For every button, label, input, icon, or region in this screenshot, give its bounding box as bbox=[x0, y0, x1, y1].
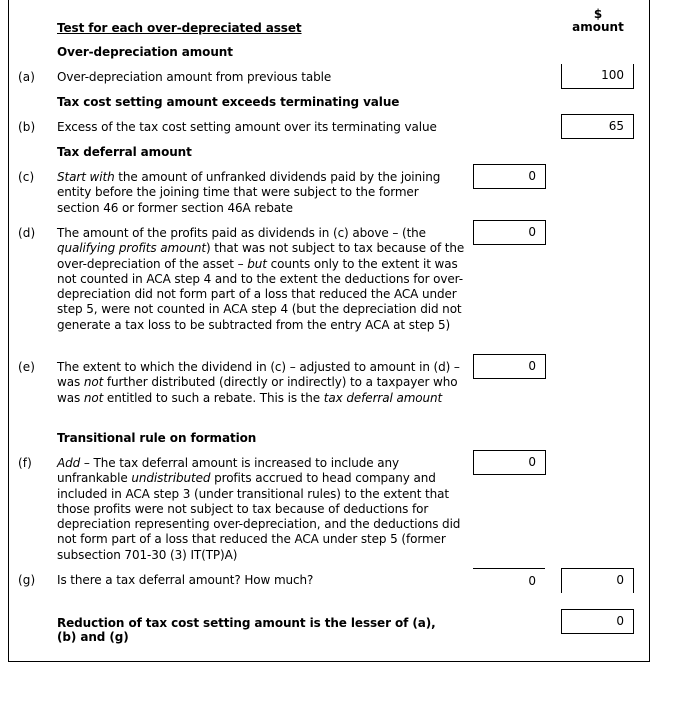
section-transitional: Transitional rule on formation bbox=[57, 431, 257, 445]
row-c-text: Start with the amount of unfranked dividends paid by the joining entity before the joining time that were subject to the former section 46 or former section 46A rebate bbox=[57, 170, 441, 215]
row-g-label: (g) bbox=[18, 573, 36, 587]
result-text: Reduction of tax cost setting amount is the lesser of (a), (b) and (g) bbox=[57, 616, 436, 644]
row-f-text: Add – The tax deferral amount is increased to include any unfrankable undistributed profits accrued to head company and included in ACA step 3 (under transitional rules) to the extent that those profits were not subject to tax because of deductions for depreciation representing over-depreciation, and the deductions did not form part of a loss that reduced the ACA under step 5 (former subsection 701-30 (3) IT(TP)A) bbox=[57, 456, 461, 562]
row-g-amount-field[interactable]: 0 bbox=[561, 568, 634, 593]
column-amount-label: amount bbox=[572, 20, 624, 34]
page-title: Test for each over-depreciated asset bbox=[57, 21, 302, 35]
row-d-amount-field[interactable]: 0 bbox=[473, 220, 546, 245]
result-amount-field[interactable]: 0 bbox=[561, 609, 634, 634]
section-tax-deferral: Tax deferral amount bbox=[57, 145, 192, 159]
row-d-label: (d) bbox=[18, 226, 36, 240]
row-a-amount-field[interactable]: 100 bbox=[561, 64, 634, 89]
row-a-label: (a) bbox=[18, 70, 36, 84]
row-e-label: (e) bbox=[18, 360, 36, 374]
row-d-text: The amount of the profits paid as dividends in (c) above – (the qualifying profits amount) that was not subject to tax because of the over-depreciation of the asset – but counts only to the extent it was not counted in ACA step 4 and to the extent the deductions for over-depreciation did not form part of a loss that reduced the ACA under step 5, were not counted in ACA step 4 (but the depreciation did not generate a tax loss to be subtracted from the entry ACA at step 5) bbox=[57, 226, 465, 332]
currency-symbol: $ bbox=[593, 7, 603, 21]
section-over-depreciation: Over-depreciation amount bbox=[57, 45, 233, 59]
section-exceeds-terminating: Tax cost setting amount exceeds terminating value bbox=[57, 95, 400, 109]
row-c-amount-field[interactable]: 0 bbox=[473, 164, 546, 189]
row-e-amount-field[interactable]: 0 bbox=[473, 354, 546, 379]
row-f-label: (f) bbox=[18, 456, 32, 470]
row-b-label: (b) bbox=[18, 120, 36, 134]
row-b-text: Excess of the tax cost setting amount over its terminating value bbox=[57, 120, 437, 134]
row-a-text: Over-depreciation amount from previous table bbox=[57, 70, 332, 84]
row-b-amount-field[interactable]: 65 bbox=[561, 114, 634, 139]
row-c-label: (c) bbox=[18, 170, 35, 184]
row-f-amount-field[interactable]: 0 bbox=[473, 450, 546, 475]
row-g-subtotal: 0 bbox=[473, 568, 545, 592]
column-header bbox=[560, 8, 636, 34]
row-e-text: The extent to which the dividend in (c) – adjusted to amount in (d) – was not further distributed (directly or indirectly) to a taxpayer who was not entitled to such a rebate. This is the tax deferral amount bbox=[57, 360, 460, 405]
row-g-text: Is there a tax deferral amount? How much? bbox=[57, 573, 314, 587]
